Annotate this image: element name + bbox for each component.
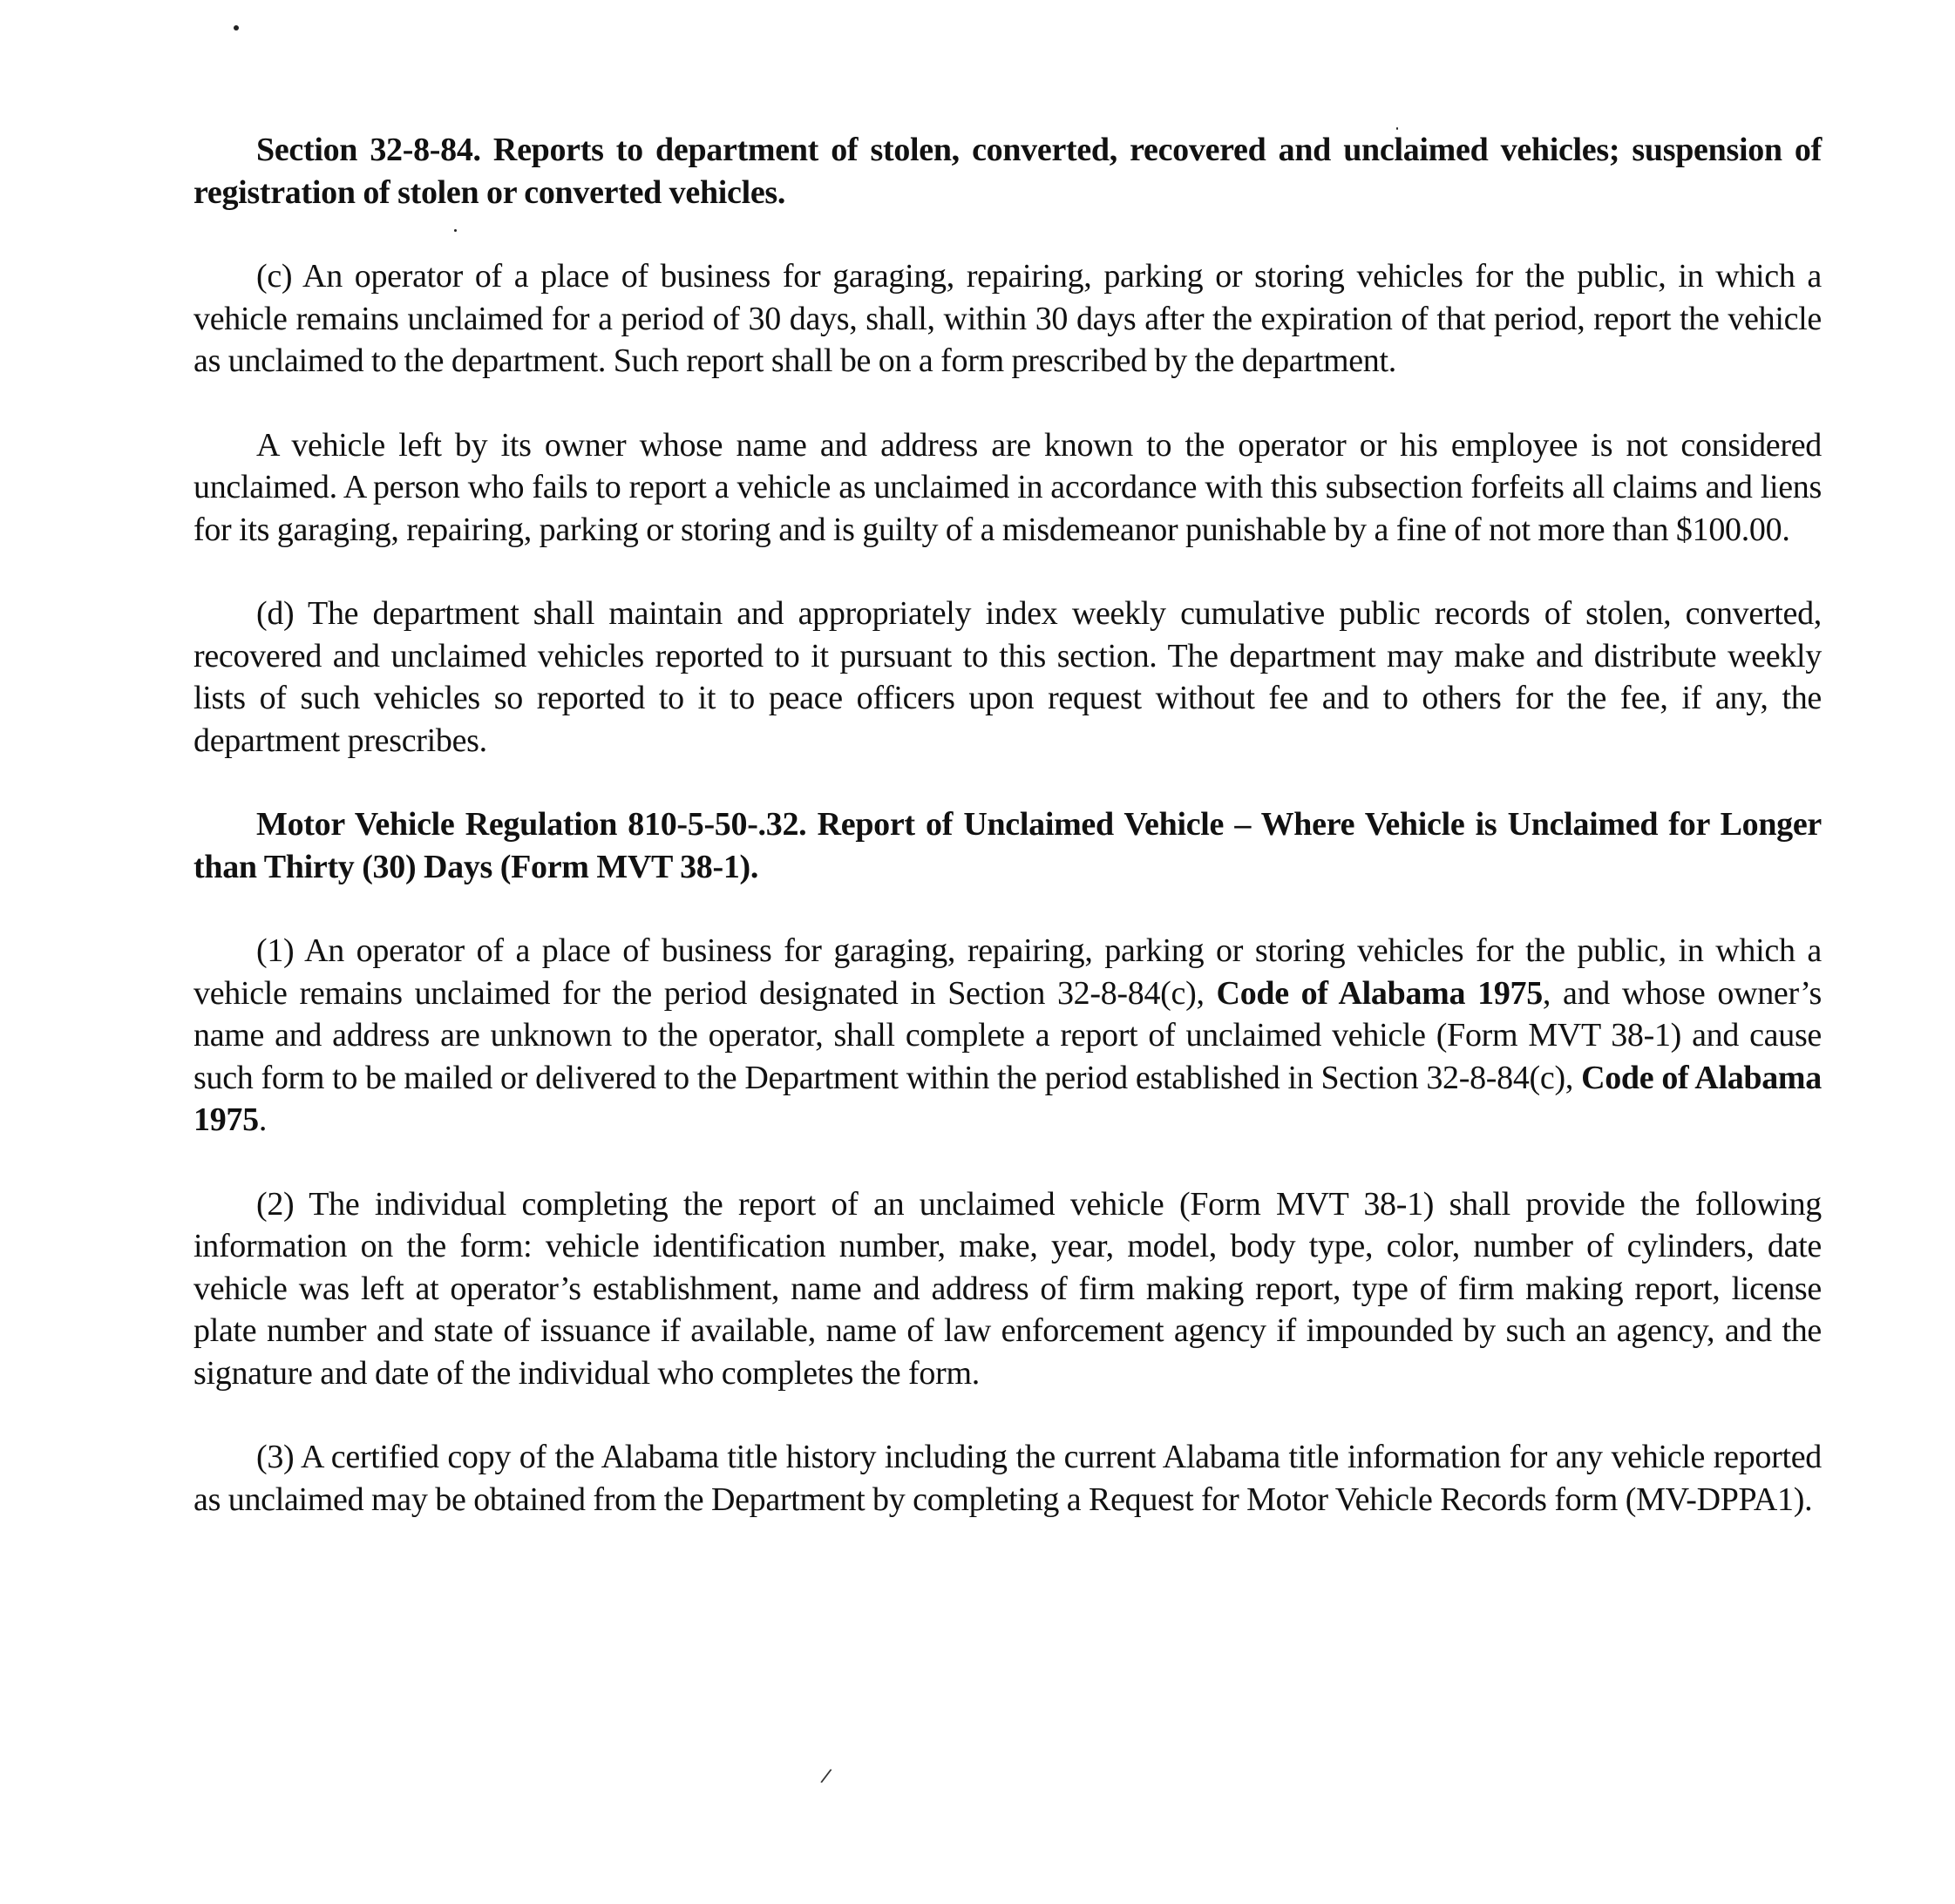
regulation-item-1-text: (1) An operator of a place of business for garaging, repairing, parking or storing vehicles for the public, in which a vehicle remains unclaimed for the period designated in Section 32-8-84(c), bbox=[193, 932, 1822, 1012]
regulation-heading: Motor Vehicle Regulation 810-5-50-.32. Report of Unclaimed Vehicle – Where Vehicle is Unclaimed for Longer than Thirty (30) Days (Form MVT 38-1). bbox=[193, 806, 1822, 885]
regulation-item-3: (3) A certified copy of the Alabama title history including the current Alabama title information for any vehicle reported as unclaimed may be obtained from the Department by completing a Request for Motor Vehicle Records form (MV-DPPA1). bbox=[193, 1439, 1822, 1518]
regulation-item-1 bbox=[193, 930, 1822, 1142]
subsection-c-continued: A vehicle left by its owner whose name and address are known to the operator or his employee is not considered unclaimed. A person who fails to report a vehicle as unclaimed in accordance with this subsection forfeits all claims and liens for its garaging, repairing, parking or storing and is guilty of a misdemeanor punishable by a fine of not more than $100.00. bbox=[193, 426, 1822, 548]
document-page bbox=[193, 129, 1822, 1562]
section-heading: Section 32-8-84. Reports to department of stolen, converted, recovered and unclaimed vehicles; suspension of registration of stolen or converted vehicles. bbox=[193, 132, 1822, 211]
regulation-item-2: (2) The individual completing the report of an unclaimed vehicle (Form MVT 38-1) shall provide the following information on the form: vehicle identification number, make, year, model, body type, color, number of cylinders, date vehicle was left at operator’s establishment, name and address of firm making report, type of firm making report, license plate number and state of issuance if available, name of law enforcement agency if impounded by such an agency, and the signature and date of the individual who completes the form. bbox=[193, 1185, 1822, 1392]
code-reference: Code of Alabama 1975 bbox=[1216, 974, 1543, 1012]
code-reference: Code of Alabama 1975 bbox=[193, 1059, 1822, 1138]
regulation-item-1-text: , and whose owner’s name and address are unknown to the operator, shall complete a report of unclaimed vehicle (Form MVT 38-1) and cause such form to be mailed or delivered to the Department within the period established in Section 32-8-84(c), bbox=[193, 974, 1822, 1096]
scan-speck bbox=[234, 25, 239, 30]
subsection-c: (c) An operator of a place of business for garaging, repairing, parking or storing vehicles for the public, in which a vehicle remains unclaimed for a period of 30 days, shall, within 30 days after the expiration of that period, report the vehicle as unclaimed to the department. Such report shall be on a form prescribed by the department. bbox=[193, 258, 1822, 379]
subsection-d: (d) The department shall maintain and appropriately index weekly cumulative public records of stolen, converted, recovered and unclaimed vehicles reported to it pursuant to this section. The department may make and distribute weekly lists of such vehicles so reported to it to peace officers upon request without fee and to others for the fee, if any, the department prescribes. bbox=[193, 595, 1822, 759]
regulation-item-1-text: . bbox=[258, 1101, 268, 1138]
scan-mark: / bbox=[818, 1765, 833, 1788]
